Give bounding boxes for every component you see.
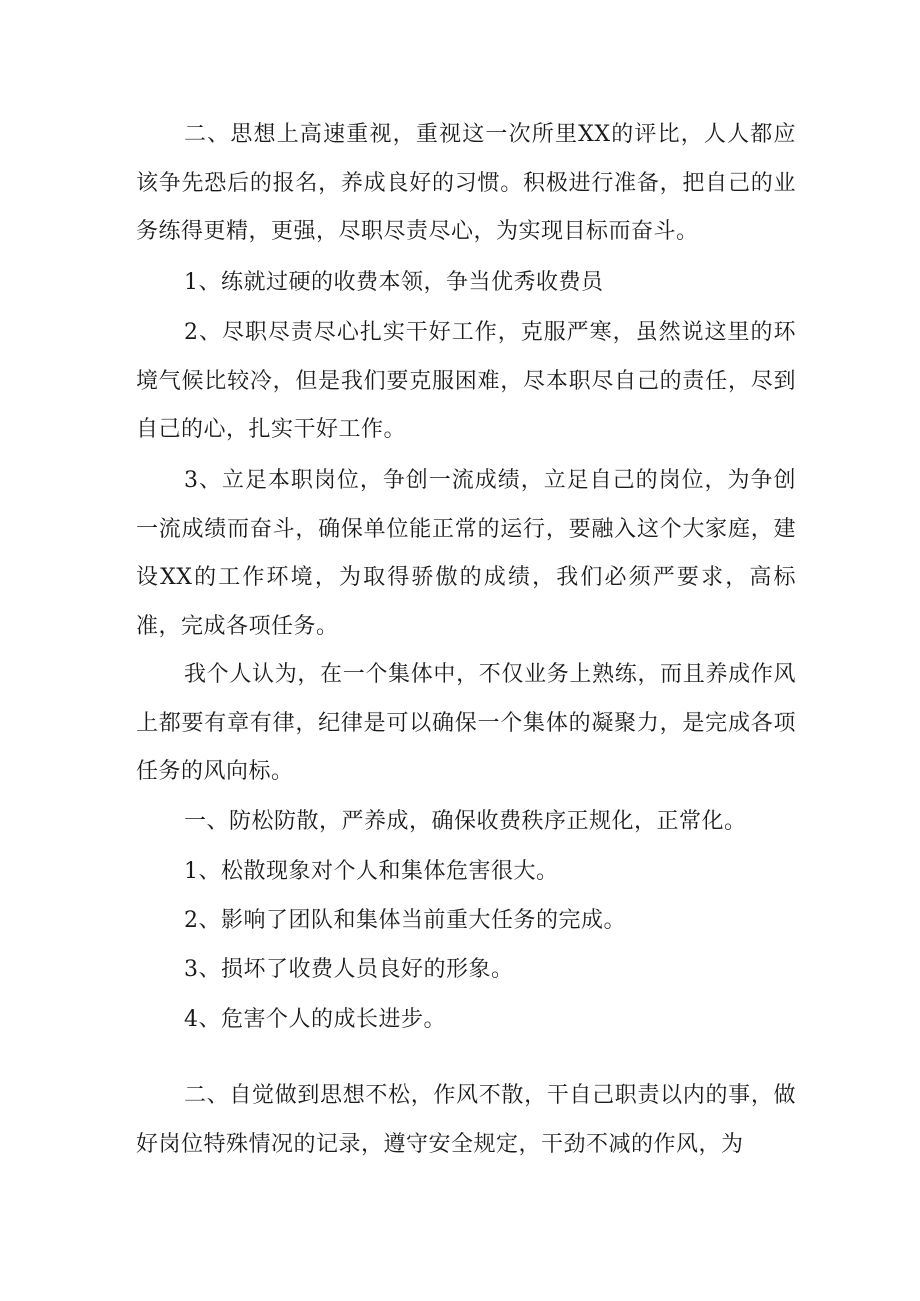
paragraph-harm-item-2: 2、影响了团队和集体当前重大任务的完成。 (184, 908, 626, 933)
paragraph-harm-item-3: 3、损坏了收费人员良好的形象。 (184, 957, 514, 982)
paragraph-harm-item-4: 4、危害个人的成长进步。 (184, 1007, 446, 1032)
paragraph-personal-opinion: 我个人认为，在一个集体中，不仅业务上熟练，而且养成作风上都要有章有律，纪律是可以确保一个集体的凝聚力，是完成各项任务的风向标。 (136, 662, 796, 784)
paragraph-thinking-priority: 二、思想上高速重视，重视这一次所里XX的评比，人人都应该争先恐后的报名，养成良好的习惯。积极进行准备，把自己的业务练得更精，更强，尽职尽责尽心，为实现目标而奋斗。 (136, 122, 796, 244)
paragraph-item-1-skills: 1、练就过硬的收费本领，争当优秀收费员 (184, 270, 604, 295)
paragraph-harm-item-1: 1、松散现象对个人和集体危害很大。 (184, 859, 559, 884)
paragraph-item-3-post: 3、立足本职岗位，争创一流成绩，立足自己的岗位，为争创一流成绩而奋斗，确保单位能正常的运行，要融入这个大家庭，建设XX的工作环境，为取得骄傲的成绩，我们必须严要求，高标准，完成各项任务。 (136, 468, 796, 639)
paragraph-section-two-heading: 二、自觉做到思想不松，作风不散，干自己职责以内的事，做好岗位特殊情况的记录，遵守安全规定，干劲不减的作风，为 (136, 1083, 796, 1157)
paragraph-section-one-heading: 一、防松防散，严养成，确保收费秩序正规化，正常化。 (184, 809, 747, 834)
paragraph-item-2-duty: 2、尽职尽责尽心扎实干好工作，克服严寒，虽然说这里的环境气候比较冷，但是我们要克服困难，尽本职尽自己的责任，尽到自己的心，扎实干好工作。 (136, 320, 796, 442)
